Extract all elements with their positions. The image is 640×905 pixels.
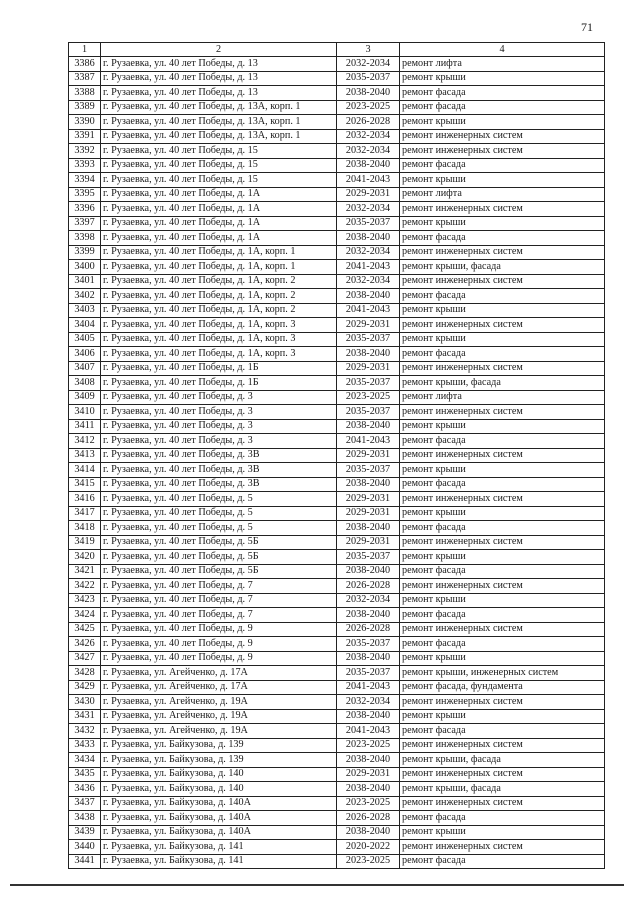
address-cell: г. Рузаевка, ул. Байкузова, д. 141 xyxy=(101,854,337,869)
address-cell: г. Рузаевка, ул. 40 лет Победы, д. 1А, корп. 2 xyxy=(101,303,337,318)
table-row xyxy=(69,521,605,536)
row-number-cell: 3415 xyxy=(69,477,101,492)
work-type-cell: ремонт фасада xyxy=(400,564,605,579)
table-row xyxy=(69,347,605,362)
period-cell: 2023-2025 xyxy=(337,796,400,811)
table-row xyxy=(69,187,605,202)
row-number-cell: 3439 xyxy=(69,825,101,840)
work-type-cell: ремонт крыши xyxy=(400,115,605,130)
period-cell: 2023-2025 xyxy=(337,738,400,753)
address-cell: г. Рузаевка, ул. 40 лет Победы, д. 1А, корп. 1 xyxy=(101,245,337,260)
period-cell: 2035-2037 xyxy=(337,376,400,391)
table-row xyxy=(69,492,605,507)
row-number-cell: 3425 xyxy=(69,622,101,637)
period-cell: 2026-2028 xyxy=(337,115,400,130)
table-row xyxy=(69,274,605,289)
table-row xyxy=(69,724,605,739)
row-number-cell: 3400 xyxy=(69,260,101,275)
table-row xyxy=(69,796,605,811)
row-number-cell: 3408 xyxy=(69,376,101,391)
row-number-cell: 3436 xyxy=(69,782,101,797)
row-number-cell: 3394 xyxy=(69,173,101,188)
period-cell: 2032-2034 xyxy=(337,695,400,710)
address-cell: г. Рузаевка, ул. 40 лет Победы, д. 1Б xyxy=(101,376,337,391)
period-cell: 2023-2025 xyxy=(337,854,400,869)
work-type-cell: ремонт крыши xyxy=(400,216,605,231)
address-cell: г. Рузаевка, ул. 40 лет Победы, д. 3В xyxy=(101,463,337,478)
table-row xyxy=(69,129,605,144)
table-row xyxy=(69,260,605,275)
table-row xyxy=(69,854,605,869)
table-row xyxy=(69,535,605,550)
period-cell: 2026-2028 xyxy=(337,579,400,594)
address-cell: г. Рузаевка, ул. Байкузова, д. 140А xyxy=(101,825,337,840)
address-cell: г. Рузаевка, ул. 40 лет Победы, д. 5 xyxy=(101,492,337,507)
row-number-cell: 3418 xyxy=(69,521,101,536)
address-cell: г. Рузаевка, ул. Байкузова, д. 139 xyxy=(101,738,337,753)
period-cell: 2032-2034 xyxy=(337,274,400,289)
row-number-cell: 3428 xyxy=(69,666,101,681)
work-type-cell: ремонт фасада, фундамента xyxy=(400,680,605,695)
row-number-cell: 3440 xyxy=(69,840,101,855)
period-cell: 2026-2028 xyxy=(337,811,400,826)
table-row xyxy=(69,405,605,420)
table-row xyxy=(69,115,605,130)
row-number-cell: 3393 xyxy=(69,158,101,173)
work-type-cell: ремонт крыши, фасада xyxy=(400,260,605,275)
address-cell: г. Рузаевка, ул. 40 лет Победы, д. 5 xyxy=(101,521,337,536)
work-type-cell: ремонт крыши xyxy=(400,550,605,565)
table-row xyxy=(69,158,605,173)
table-row xyxy=(69,782,605,797)
row-number-cell: 3387 xyxy=(69,71,101,86)
period-cell: 2038-2040 xyxy=(337,825,400,840)
period-cell: 2035-2037 xyxy=(337,666,400,681)
row-number-cell: 3406 xyxy=(69,347,101,362)
address-cell: г. Рузаевка, ул. 40 лет Победы, д. 1А xyxy=(101,216,337,231)
address-cell: г. Рузаевка, ул. 40 лет Победы, д. 1А xyxy=(101,231,337,246)
table-row xyxy=(69,637,605,652)
work-type-cell: ремонт крыши xyxy=(400,419,605,434)
table-row xyxy=(69,144,605,159)
work-type-cell: ремонт крыши xyxy=(400,651,605,666)
work-type-cell: ремонт крыши, фасада xyxy=(400,753,605,768)
row-number-cell: 3421 xyxy=(69,564,101,579)
row-number-cell: 3411 xyxy=(69,419,101,434)
row-number-cell: 3432 xyxy=(69,724,101,739)
work-type-cell: ремонт лифта xyxy=(400,187,605,202)
row-number-cell: 3410 xyxy=(69,405,101,420)
period-cell: 2032-2034 xyxy=(337,129,400,144)
address-cell: г. Рузаевка, ул. 40 лет Победы, д. 3 xyxy=(101,434,337,449)
row-number-cell: 3402 xyxy=(69,289,101,304)
address-cell: г. Рузаевка, ул. 40 лет Победы, д. 1А xyxy=(101,202,337,217)
work-type-cell: ремонт инженерных систем xyxy=(400,535,605,550)
period-cell: 2032-2034 xyxy=(337,144,400,159)
period-cell: 2029-2031 xyxy=(337,767,400,782)
period-cell: 2020-2022 xyxy=(337,840,400,855)
work-type-cell: ремонт инженерных систем xyxy=(400,796,605,811)
table-row xyxy=(69,593,605,608)
address-cell: г. Рузаевка, ул. 40 лет Победы, д. 7 xyxy=(101,593,337,608)
address-cell: г. Рузаевка, ул. Байкузова, д. 141 xyxy=(101,840,337,855)
work-type-cell: ремонт инженерных систем xyxy=(400,361,605,376)
work-type-cell: ремонт инженерных систем xyxy=(400,144,605,159)
work-type-cell: ремонт фасада xyxy=(400,86,605,101)
row-number-cell: 3398 xyxy=(69,231,101,246)
work-type-cell: ремонт фасада xyxy=(400,724,605,739)
period-cell: 2038-2040 xyxy=(337,782,400,797)
table-row xyxy=(69,202,605,217)
row-number-cell: 3404 xyxy=(69,318,101,333)
work-type-cell: ремонт инженерных систем xyxy=(400,695,605,710)
address-cell: г. Рузаевка, ул. Агейченко, д. 19А xyxy=(101,695,337,710)
period-cell: 2032-2034 xyxy=(337,202,400,217)
work-type-cell: ремонт крыши xyxy=(400,825,605,840)
table-row xyxy=(69,506,605,521)
period-cell: 2035-2037 xyxy=(337,637,400,652)
period-cell: 2029-2031 xyxy=(337,506,400,521)
table-row xyxy=(69,245,605,260)
row-number-cell: 3427 xyxy=(69,651,101,666)
period-cell: 2038-2040 xyxy=(337,477,400,492)
address-cell: г. Рузаевка, ул. 40 лет Победы, д. 1А, корп. 1 xyxy=(101,260,337,275)
address-cell: г. Рузаевка, ул. Байкузова, д. 140 xyxy=(101,767,337,782)
table-row xyxy=(69,477,605,492)
row-number-cell: 3414 xyxy=(69,463,101,478)
repair-schedule-table xyxy=(68,42,605,869)
address-cell: г. Рузаевка, ул. 40 лет Победы, д. 13А, корп. 1 xyxy=(101,115,337,130)
row-number-cell: 3430 xyxy=(69,695,101,710)
address-cell: г. Рузаевка, ул. 40 лет Победы, д. 1А, корп. 3 xyxy=(101,332,337,347)
table-row xyxy=(69,231,605,246)
address-cell: г. Рузаевка, ул. 40 лет Победы, д. 7 xyxy=(101,608,337,623)
period-cell: 2041-2043 xyxy=(337,173,400,188)
row-number-cell: 3405 xyxy=(69,332,101,347)
work-type-cell: ремонт фасада xyxy=(400,289,605,304)
work-type-cell: ремонт инженерных систем xyxy=(400,274,605,289)
period-cell: 2038-2040 xyxy=(337,709,400,724)
work-type-cell: ремонт инженерных систем xyxy=(400,448,605,463)
period-cell: 2029-2031 xyxy=(337,361,400,376)
table-row xyxy=(69,825,605,840)
address-cell: г. Рузаевка, ул. 40 лет Победы, д. 15 xyxy=(101,158,337,173)
period-cell: 2029-2031 xyxy=(337,535,400,550)
row-number-cell: 3416 xyxy=(69,492,101,507)
work-type-cell: ремонт крыши xyxy=(400,173,605,188)
page-number: 71 xyxy=(581,20,593,34)
period-cell: 2038-2040 xyxy=(337,347,400,362)
period-cell: 2035-2037 xyxy=(337,550,400,565)
table-row xyxy=(69,419,605,434)
row-number-cell: 3437 xyxy=(69,796,101,811)
work-type-cell: ремонт крыши, фасада xyxy=(400,782,605,797)
table-row xyxy=(69,173,605,188)
period-cell: 2029-2031 xyxy=(337,448,400,463)
table-row xyxy=(69,550,605,565)
table-row xyxy=(69,216,605,231)
work-type-cell: ремонт инженерных систем xyxy=(400,405,605,420)
address-cell: г. Рузаевка, ул. 40 лет Победы, д. 13 xyxy=(101,71,337,86)
table-row xyxy=(69,738,605,753)
address-cell: г. Рузаевка, ул. Байкузова, д. 140 xyxy=(101,782,337,797)
address-cell: г. Рузаевка, ул. Агейченко, д. 19А xyxy=(101,709,337,724)
work-type-cell: ремонт крыши xyxy=(400,303,605,318)
work-type-cell: ремонт инженерных систем xyxy=(400,840,605,855)
period-cell: 2035-2037 xyxy=(337,71,400,86)
work-type-cell: ремонт фасада xyxy=(400,854,605,869)
table-row xyxy=(69,376,605,391)
row-number-cell: 3424 xyxy=(69,608,101,623)
table-row xyxy=(69,390,605,405)
row-number-cell: 3388 xyxy=(69,86,101,101)
period-cell: 2032-2034 xyxy=(337,57,400,72)
column-header-work-type: 4 xyxy=(400,43,605,57)
work-type-cell: ремонт инженерных систем xyxy=(400,767,605,782)
address-cell: г. Рузаевка, ул. 40 лет Победы, д. 1А, корп. 2 xyxy=(101,274,337,289)
period-cell: 2035-2037 xyxy=(337,332,400,347)
period-cell: 2041-2043 xyxy=(337,303,400,318)
work-type-cell: ремонт фасада xyxy=(400,811,605,826)
row-number-cell: 3407 xyxy=(69,361,101,376)
table-row xyxy=(69,608,605,623)
footer-rule xyxy=(10,884,624,886)
address-cell: г. Рузаевка, ул. 40 лет Победы, д. 3 xyxy=(101,405,337,420)
period-cell: 2041-2043 xyxy=(337,434,400,449)
work-type-cell: ремонт фасада xyxy=(400,637,605,652)
row-number-cell: 3433 xyxy=(69,738,101,753)
work-type-cell: ремонт крыши, инженерных систем xyxy=(400,666,605,681)
period-cell: 2026-2028 xyxy=(337,622,400,637)
row-number-cell: 3412 xyxy=(69,434,101,449)
row-number-cell: 3403 xyxy=(69,303,101,318)
table-row xyxy=(69,579,605,594)
work-type-cell: ремонт инженерных систем xyxy=(400,492,605,507)
table-row xyxy=(69,434,605,449)
row-number-cell: 3419 xyxy=(69,535,101,550)
row-number-cell: 3409 xyxy=(69,390,101,405)
table-row xyxy=(69,448,605,463)
address-cell: г. Рузаевка, ул. 40 лет Победы, д. 3В xyxy=(101,477,337,492)
address-cell: г. Рузаевка, ул. Агейченко, д. 17А xyxy=(101,680,337,695)
work-type-cell: ремонт инженерных систем xyxy=(400,129,605,144)
row-number-cell: 3422 xyxy=(69,579,101,594)
work-type-cell: ремонт крыши, фасада xyxy=(400,376,605,391)
period-cell: 2035-2037 xyxy=(337,216,400,231)
work-type-cell: ремонт крыши xyxy=(400,709,605,724)
period-cell: 2038-2040 xyxy=(337,231,400,246)
work-type-cell: ремонт фасада xyxy=(400,100,605,115)
table-row xyxy=(69,100,605,115)
row-number-cell: 3429 xyxy=(69,680,101,695)
address-cell: г. Рузаевка, ул. 40 лет Победы, д. 13 xyxy=(101,57,337,72)
row-number-cell: 3389 xyxy=(69,100,101,115)
row-number-cell: 3395 xyxy=(69,187,101,202)
table-row xyxy=(69,57,605,72)
address-cell: г. Рузаевка, ул. 40 лет Победы, д. 1А xyxy=(101,187,337,202)
work-type-cell: ремонт инженерных систем xyxy=(400,245,605,260)
row-number-cell: 3386 xyxy=(69,57,101,72)
address-cell: г. Рузаевка, ул. 40 лет Победы, д. 9 xyxy=(101,637,337,652)
period-cell: 2029-2031 xyxy=(337,187,400,202)
row-number-cell: 3438 xyxy=(69,811,101,826)
address-cell: г. Рузаевка, ул. 40 лет Победы, д. 9 xyxy=(101,622,337,637)
address-cell: г. Рузаевка, ул. 40 лет Победы, д. 13А, корп. 1 xyxy=(101,129,337,144)
address-cell: г. Рузаевка, ул. 40 лет Победы, д. 15 xyxy=(101,173,337,188)
work-type-cell: ремонт инженерных систем xyxy=(400,202,605,217)
period-cell: 2038-2040 xyxy=(337,289,400,304)
address-cell: г. Рузаевка, ул. 40 лет Победы, д. 9 xyxy=(101,651,337,666)
row-number-cell: 3435 xyxy=(69,767,101,782)
row-number-cell: 3413 xyxy=(69,448,101,463)
address-cell: г. Рузаевка, ул. 40 лет Победы, д. 1А, корп. 3 xyxy=(101,347,337,362)
work-type-cell: ремонт инженерных систем xyxy=(400,738,605,753)
column-header-address: 2 xyxy=(101,43,337,57)
table-row xyxy=(69,622,605,637)
work-type-cell: ремонт крыши xyxy=(400,332,605,347)
work-type-cell: ремонт инженерных систем xyxy=(400,579,605,594)
period-cell: 2038-2040 xyxy=(337,86,400,101)
table-row xyxy=(69,811,605,826)
period-cell: 2029-2031 xyxy=(337,318,400,333)
work-type-cell: ремонт фасада xyxy=(400,158,605,173)
table-row xyxy=(69,463,605,478)
period-cell: 2038-2040 xyxy=(337,608,400,623)
row-number-cell: 3392 xyxy=(69,144,101,159)
address-cell: г. Рузаевка, ул. 40 лет Победы, д. 5 xyxy=(101,506,337,521)
period-cell: 2041-2043 xyxy=(337,260,400,275)
address-cell: г. Рузаевка, ул. 40 лет Победы, д. 1А, корп. 3 xyxy=(101,318,337,333)
row-number-cell: 3420 xyxy=(69,550,101,565)
table-body xyxy=(69,57,605,869)
address-cell: г. Рузаевка, ул. 40 лет Победы, д. 5Б xyxy=(101,550,337,565)
address-cell: г. Рузаевка, ул. Агейченко, д. 17А xyxy=(101,666,337,681)
row-number-cell: 3390 xyxy=(69,115,101,130)
address-cell: г. Рузаевка, ул. 40 лет Победы, д. 1А, корп. 2 xyxy=(101,289,337,304)
work-type-cell: ремонт инженерных систем xyxy=(400,622,605,637)
work-type-cell: ремонт фасада xyxy=(400,608,605,623)
work-type-cell: ремонт инженерных систем xyxy=(400,318,605,333)
work-type-cell: ремонт крыши xyxy=(400,593,605,608)
row-number-cell: 3441 xyxy=(69,854,101,869)
address-cell: г. Рузаевка, ул. 40 лет Победы, д. 15 xyxy=(101,144,337,159)
table-row xyxy=(69,695,605,710)
period-cell: 2038-2040 xyxy=(337,753,400,768)
period-cell: 2035-2037 xyxy=(337,405,400,420)
row-number-cell: 3423 xyxy=(69,593,101,608)
period-cell: 2041-2043 xyxy=(337,680,400,695)
work-type-cell: ремонт фасада xyxy=(400,347,605,362)
work-type-cell: ремонт лифта xyxy=(400,57,605,72)
table-row xyxy=(69,318,605,333)
address-cell: г. Рузаевка, ул. 40 лет Победы, д. 13 xyxy=(101,86,337,101)
period-cell: 2038-2040 xyxy=(337,158,400,173)
period-cell: 2035-2037 xyxy=(337,463,400,478)
work-type-cell: ремонт крыши xyxy=(400,463,605,478)
table-row xyxy=(69,680,605,695)
column-header-period: 3 xyxy=(337,43,400,57)
period-cell: 2029-2031 xyxy=(337,492,400,507)
table-row xyxy=(69,86,605,101)
work-type-cell: ремонт крыши xyxy=(400,71,605,86)
address-cell: г. Рузаевка, ул. 40 лет Победы, д. 7 xyxy=(101,579,337,594)
row-number-cell: 3401 xyxy=(69,274,101,289)
work-type-cell: ремонт фасада xyxy=(400,434,605,449)
row-number-cell: 3431 xyxy=(69,709,101,724)
address-cell: г. Рузаевка, ул. Байкузова, д. 140А xyxy=(101,811,337,826)
work-type-cell: ремонт крыши xyxy=(400,506,605,521)
address-cell: г. Рузаевка, ул. 40 лет Победы, д. 13А, корп. 1 xyxy=(101,100,337,115)
period-cell: 2023-2025 xyxy=(337,390,400,405)
work-type-cell: ремонт лифта xyxy=(400,390,605,405)
row-number-cell: 3397 xyxy=(69,216,101,231)
table-row xyxy=(69,289,605,304)
period-cell: 2038-2040 xyxy=(337,564,400,579)
address-cell: г. Рузаевка, ул. 40 лет Победы, д. 3В xyxy=(101,448,337,463)
table-row xyxy=(69,651,605,666)
table-row xyxy=(69,840,605,855)
table-row xyxy=(69,303,605,318)
column-header-number: 1 xyxy=(69,43,101,57)
address-cell: г. Рузаевка, ул. Агейченко, д. 19А xyxy=(101,724,337,739)
row-number-cell: 3417 xyxy=(69,506,101,521)
period-cell: 2041-2043 xyxy=(337,724,400,739)
table-row xyxy=(69,767,605,782)
row-number-cell: 3399 xyxy=(69,245,101,260)
work-type-cell: ремонт фасада xyxy=(400,521,605,536)
work-type-cell: ремонт фасада xyxy=(400,231,605,246)
table-row xyxy=(69,332,605,347)
address-cell: г. Рузаевка, ул. 40 лет Победы, д. 1Б xyxy=(101,361,337,376)
row-number-cell: 3396 xyxy=(69,202,101,217)
table-row xyxy=(69,666,605,681)
row-number-cell: 3426 xyxy=(69,637,101,652)
table-row xyxy=(69,709,605,724)
table-row xyxy=(69,564,605,579)
address-cell: г. Рузаевка, ул. 40 лет Победы, д. 3 xyxy=(101,390,337,405)
period-cell: 2032-2034 xyxy=(337,245,400,260)
period-cell: 2032-2034 xyxy=(337,593,400,608)
address-cell: г. Рузаевка, ул. 40 лет Победы, д. 5Б xyxy=(101,564,337,579)
table-row xyxy=(69,753,605,768)
period-cell: 2038-2040 xyxy=(337,651,400,666)
table-header-row xyxy=(69,43,605,57)
period-cell: 2023-2025 xyxy=(337,100,400,115)
table-row xyxy=(69,71,605,86)
address-cell: г. Рузаевка, ул. Байкузова, д. 139 xyxy=(101,753,337,768)
work-type-cell: ремонт фасада xyxy=(400,477,605,492)
row-number-cell: 3391 xyxy=(69,129,101,144)
period-cell: 2038-2040 xyxy=(337,521,400,536)
address-cell: г. Рузаевка, ул. 40 лет Победы, д. 5Б xyxy=(101,535,337,550)
address-cell: г. Рузаевка, ул. Байкузова, д. 140А xyxy=(101,796,337,811)
table-row xyxy=(69,361,605,376)
address-cell: г. Рузаевка, ул. 40 лет Победы, д. 3 xyxy=(101,419,337,434)
period-cell: 2038-2040 xyxy=(337,419,400,434)
row-number-cell: 3434 xyxy=(69,753,101,768)
